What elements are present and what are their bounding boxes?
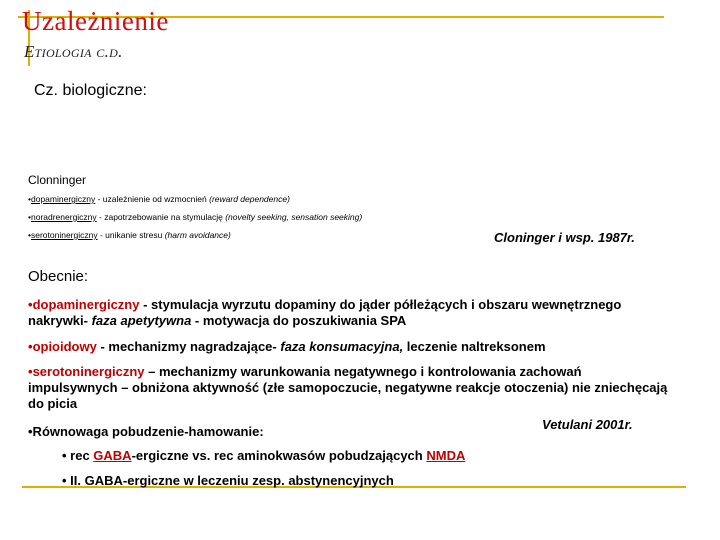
sub-item-gaba-nmda bbox=[62, 448, 465, 463]
bullet: • bbox=[28, 339, 33, 354]
text: leczenie naltreksonem bbox=[403, 339, 546, 354]
bullet: • bbox=[28, 230, 31, 240]
description-italic: (novelty seeking, sensation seeking) bbox=[225, 212, 363, 222]
cloninger-item-serotonin bbox=[28, 230, 231, 240]
term: dopaminergiczny bbox=[32, 297, 140, 312]
paragraph-serotonin bbox=[28, 364, 668, 412]
paragraph-opioid bbox=[28, 339, 678, 355]
description-italic: (harm avoidance) bbox=[164, 230, 231, 240]
text: -ergiczne vs. rec aminokwasów pobudzających bbox=[131, 448, 427, 463]
term: serotoninergiczny bbox=[32, 364, 145, 379]
term: dopaminergiczny bbox=[30, 194, 96, 204]
bullet: • bbox=[28, 194, 31, 204]
text: • rec bbox=[62, 448, 94, 463]
slide-subtitle: Etiologia c.d. bbox=[24, 42, 123, 61]
bullet: • bbox=[28, 212, 31, 222]
sub-item-gaba-treatment: • II. GABA-ergiczne w leczeniu zesp. abstynencyjnych bbox=[62, 473, 394, 488]
section-label: Cz. biologiczne: bbox=[34, 82, 147, 99]
text: – mechanizmy warunkowania negatywnego i kontrolowania zachowań impulsywnych – obniżona aktywność (złe samopoczucie, negatywne reakcje otoczenia) nie zniechęcają do picia bbox=[28, 364, 668, 411]
nmda-term: NMDA bbox=[426, 448, 466, 463]
cloninger-item-noradrenaline bbox=[28, 212, 362, 222]
gaba-term: GABA bbox=[93, 448, 132, 463]
term: opioidowy bbox=[32, 339, 97, 354]
text: - stymulacja wyrzutu dopaminy do jąder półleżących i obszaru wewnętrznego nakrywki- bbox=[28, 297, 622, 328]
slide-title: Uzależnienie bbox=[22, 6, 169, 36]
vetulani-citation: Vetulani 2001r. bbox=[542, 417, 633, 432]
text: - motywacja do poszukiwania SPA bbox=[191, 313, 407, 328]
bullet: • bbox=[28, 297, 33, 312]
paragraph-dopamine bbox=[28, 297, 678, 329]
cloninger-citation: Cloninger i wsp. 1987r. bbox=[494, 230, 635, 245]
text: - mechanizmy nagradzające- bbox=[96, 339, 281, 354]
description: - zapotrzebowanie na stymulację bbox=[96, 212, 226, 222]
bullet: • bbox=[28, 364, 33, 379]
cloninger-item-dopamine bbox=[28, 194, 290, 204]
text-italic: faza konsumacyjna, bbox=[280, 339, 404, 354]
description: - unikanie stresu bbox=[97, 230, 165, 240]
paragraph-balance: •Równowaga pobudzenie-hamowanie: bbox=[28, 424, 264, 439]
description-italic: (reward dependence) bbox=[209, 194, 290, 204]
cloninger-heading: Clonninger bbox=[28, 173, 87, 187]
description: - uzależnienie od wzmocnień bbox=[95, 194, 210, 204]
term: serotoninergiczny bbox=[30, 230, 98, 240]
current-heading: Obecnie: bbox=[28, 268, 89, 285]
term: noradrenergiczny bbox=[30, 212, 97, 222]
text-italic: faza apetytywna bbox=[91, 313, 192, 328]
